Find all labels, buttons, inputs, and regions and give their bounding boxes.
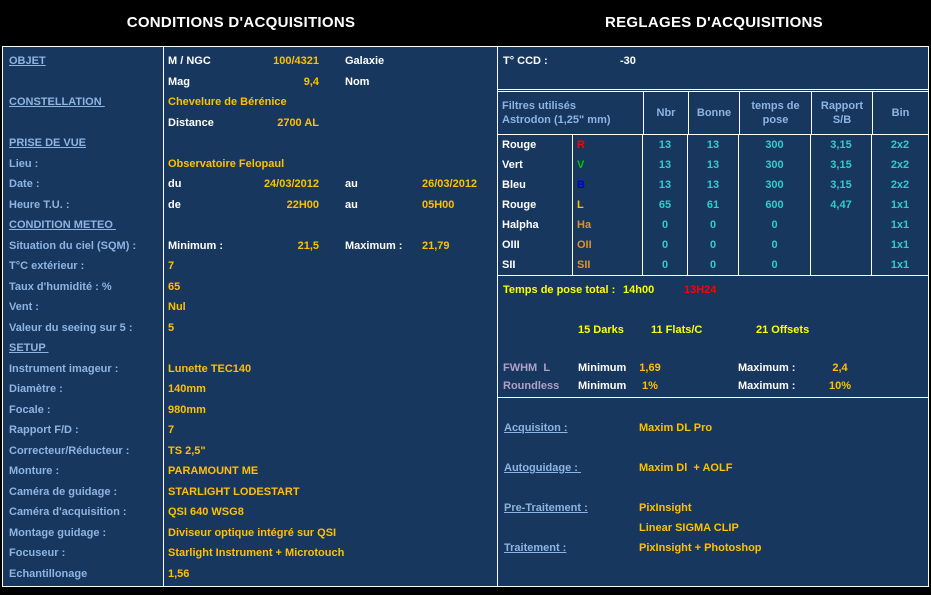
left-table-row (3, 482, 497, 503)
left-table-row (3, 400, 497, 421)
filter-name: Rouge (498, 135, 573, 155)
filter-temps-pose: 0 (739, 235, 811, 255)
row-value-cell: 7 (168, 424, 175, 437)
filter-rapport-sb (811, 215, 872, 235)
software-value: Maxim DL Pro (639, 422, 713, 434)
header-filters-line1: Filtres utilisés (502, 100, 576, 112)
filter-bonne: 61 (688, 195, 739, 215)
row-value-cell: STARLIGHT LODESTART (168, 485, 300, 498)
software-line (498, 518, 928, 538)
software-label: Autoguidage : (504, 462, 581, 474)
left-table-row (3, 236, 497, 257)
left-table-row (3, 215, 497, 236)
filter-rapport-sb (811, 255, 872, 275)
left-panel-title: CONDITIONS D'ACQUISITIONS (126, 14, 356, 31)
roundness-label: Roundless (503, 380, 560, 392)
filter-rapport-sb: 3,15 (811, 175, 872, 195)
row-values (164, 72, 497, 93)
row-label: Focale : (9, 403, 51, 416)
row-value-cell: 26/03/2012 (422, 178, 478, 191)
left-table-row (3, 543, 497, 564)
totals-block (498, 276, 928, 398)
filter-rapport-sb: 4,47 (811, 195, 872, 215)
row-label: Correcteur/Réducteur : (9, 444, 130, 457)
row-value-cell: QSI 640 WSG8 (168, 506, 244, 519)
row-value-cell: Nom (345, 75, 370, 88)
row-value-cell: 21,5 (297, 239, 319, 252)
software-value: PixInsight + Photoshop (639, 542, 762, 554)
software-value: Linear SIGMA CLIP (639, 522, 739, 534)
left-table-row (3, 441, 497, 462)
header-rapport-sb: Rapport S/B (812, 92, 873, 134)
filter-bin: 2x2 (890, 159, 910, 171)
left-table-row (3, 318, 497, 339)
row-value-cell: Minimum : (168, 239, 223, 252)
row-value-cell: au (345, 178, 358, 191)
row-value-cell: Diviseur optique intégré sur QSI (168, 526, 337, 539)
software-line (498, 418, 928, 438)
row-value-cell: 9,4 (303, 75, 319, 88)
filter-temps-pose: 0 (739, 215, 811, 235)
row-value-cell: 7 (168, 260, 175, 273)
reglages-panel (497, 46, 929, 587)
left-table-row (3, 379, 497, 400)
row-label: OBJET (9, 55, 46, 68)
row-label: Focuseur : (9, 547, 66, 560)
filter-bonne: 0 (688, 215, 739, 235)
filter-nbr: 13 (643, 135, 688, 155)
filter-letter: V (573, 155, 643, 175)
row-values (164, 133, 497, 154)
ccd-temp-value: -30 (620, 55, 636, 67)
row-value-cell: Mag (168, 75, 190, 88)
row-values (164, 297, 497, 318)
fwhm-max-value: 2,4 (832, 362, 848, 374)
left-table-row (3, 461, 497, 482)
row-value-cell: Galaxie (345, 55, 385, 68)
filter-name: SII (498, 255, 573, 275)
row-value-cell: 100/4321 (273, 55, 319, 68)
filter-letter: OII (573, 235, 643, 255)
filter-letter: B (573, 175, 643, 195)
row-value-cell: 21,79 (422, 239, 450, 252)
ccd-temp-label: T° CCD : (503, 55, 548, 67)
left-table-row (3, 359, 497, 380)
row-value-cell: Observatoire Felopaul (168, 157, 285, 170)
row-label: Valeur du seeing sur 5 : (9, 321, 133, 334)
header-filters (498, 92, 644, 134)
header-nbr: Nbr (644, 92, 689, 134)
filter-temps-pose: 300 (739, 155, 811, 175)
roundness-max-label: Maximum : (738, 380, 796, 392)
filter-temps-pose: 300 (739, 135, 811, 155)
filter-letter: R (573, 135, 643, 155)
left-table-row (3, 113, 497, 134)
software-label: Traitement : (504, 542, 567, 554)
fwhm-label: FWHM L (503, 362, 551, 374)
roundness-max-value: 10% (828, 380, 852, 392)
flats-count: 11 Flats/C (651, 324, 703, 336)
left-table-row (3, 174, 497, 195)
row-value-cell: 22H00 (286, 198, 319, 211)
row-label: Taux d'humidité : % (9, 280, 112, 293)
total-exposure-planned: 14h00 (623, 284, 655, 296)
software-value: Maxim Dl + AOLF (639, 462, 733, 474)
filter-temps-pose: 600 (739, 195, 811, 215)
software-line (498, 438, 928, 458)
row-value-cell: Maximum : (345, 239, 403, 252)
row-label: SETUP (9, 342, 49, 355)
row-value-cell: 24/03/2012 (263, 178, 319, 191)
row-values (164, 113, 497, 134)
roundness-row (498, 380, 928, 396)
row-value-cell: de (168, 198, 181, 211)
row-label: CONSTELLATION (9, 96, 105, 109)
filter-bin: 2x2 (890, 179, 910, 191)
filter-rapport-sb: 3,15 (811, 155, 872, 175)
filter-row (498, 215, 928, 235)
filter-nbr: 0 (643, 235, 688, 255)
header-temps-pose: temps de pose (740, 92, 812, 134)
fwhm-min-label: Minimum (578, 362, 627, 374)
row-values (164, 502, 497, 523)
left-table-row (3, 72, 497, 93)
offsets-count: 21 Offsets (756, 324, 810, 336)
left-table-row (3, 338, 497, 359)
software-value: PixInsight (639, 502, 692, 514)
row-value-cell: 05H00 (422, 198, 455, 211)
filter-letter: SII (573, 255, 643, 275)
row-values (164, 400, 497, 421)
row-values (164, 564, 497, 585)
row-label: PRISE DE VUE (9, 137, 87, 150)
software-line (498, 458, 928, 478)
darks-count: 15 Darks (578, 324, 624, 336)
fwhm-min-value: 1,69 (639, 362, 661, 374)
row-values (164, 195, 497, 216)
roundness-min-label: Minimum (578, 380, 627, 392)
row-values (164, 215, 497, 236)
row-value-cell: Nul (168, 301, 186, 314)
filter-name: Vert (498, 155, 573, 175)
row-values (164, 441, 497, 462)
row-value-cell: TS 2,5" (168, 444, 206, 457)
software-line (498, 538, 928, 558)
filter-name: Halpha (498, 215, 573, 235)
ccd-temperature-row (498, 47, 928, 90)
filter-row (498, 135, 928, 155)
total-exposure-label: Temps de pose total : (503, 284, 616, 296)
filter-bin: 1x1 (890, 239, 910, 251)
fwhm-row (498, 362, 928, 378)
filter-rapport-sb: 3,15 (811, 135, 872, 155)
row-values (164, 379, 497, 400)
row-label: Instrument imageur : (9, 362, 119, 375)
header-filters-line2: Astrodon (1,25" mm) (502, 114, 611, 126)
row-label: Montage guidage : (9, 526, 107, 539)
filter-nbr: 65 (643, 195, 688, 215)
filter-bonne: 0 (688, 235, 739, 255)
row-values (164, 51, 497, 72)
row-label: T°C extérieur : (9, 260, 85, 273)
row-value-cell: Lunette TEC140 (168, 362, 252, 375)
left-table-row (3, 502, 497, 523)
row-label: Date : (9, 178, 40, 191)
row-value-cell: PARAMOUNT ME (168, 465, 259, 478)
row-value-cell: du (168, 178, 182, 191)
row-label: Monture : (9, 465, 60, 478)
left-table-row (3, 256, 497, 277)
row-values (164, 174, 497, 195)
row-values (164, 523, 497, 544)
row-value-cell: 140mm (168, 383, 206, 396)
row-label: Caméra de guidage : (9, 485, 118, 498)
row-values (164, 277, 497, 298)
row-label: Rapport F/D : (9, 424, 79, 437)
row-values (164, 154, 497, 175)
left-table-row (3, 297, 497, 318)
filter-name: Bleu (498, 175, 573, 195)
filter-bin: 1x1 (890, 199, 910, 211)
row-label: Caméra d'acquisition : (9, 506, 127, 519)
software-label: Pre-Traitement : (504, 502, 588, 514)
row-values (164, 543, 497, 564)
left-table-row (3, 195, 497, 216)
software-label: Acquisiton : (504, 422, 568, 434)
filter-nbr: 13 (643, 175, 688, 195)
fwhm-max-label: Maximum : (738, 362, 796, 374)
row-values (164, 92, 497, 113)
row-value-cell: 2700 AL (277, 116, 319, 129)
filter-letter: L (573, 195, 643, 215)
filter-name: Rouge (498, 195, 573, 215)
filter-nbr: 13 (643, 155, 688, 175)
software-line (498, 498, 928, 518)
left-table-row (3, 92, 497, 113)
conditions-table (3, 47, 497, 586)
filters-table (498, 91, 928, 276)
row-values (164, 482, 497, 503)
row-value-cell: M / NGC (168, 55, 211, 68)
filter-bin: 2x2 (890, 139, 910, 151)
row-value-cell: 1,56 (168, 567, 190, 580)
filter-row (498, 195, 928, 215)
left-table-row (3, 277, 497, 298)
filter-row (498, 155, 928, 175)
row-value-cell: 65 (168, 280, 181, 293)
filters-table-header (498, 92, 928, 135)
filter-nbr: 0 (643, 255, 688, 275)
row-label: Vent : (9, 301, 39, 314)
row-values (164, 461, 497, 482)
row-values (164, 318, 497, 339)
filter-name: OIII (498, 235, 573, 255)
filter-row (498, 235, 928, 255)
left-table-row (3, 523, 497, 544)
filters-table-body (498, 135, 928, 275)
roundness-min-value: 1% (642, 380, 658, 392)
row-values (164, 236, 497, 257)
row-values (164, 420, 497, 441)
filter-bonne: 13 (688, 175, 739, 195)
left-table-row (3, 133, 497, 154)
row-values (164, 256, 497, 277)
filter-bonne: 13 (688, 135, 739, 155)
filter-rapport-sb (811, 235, 872, 255)
conditions-panel (2, 46, 498, 587)
row-value-cell: 5 (168, 321, 175, 334)
filter-bin: 1x1 (890, 259, 910, 271)
row-label: Diamètre : (9, 383, 63, 396)
row-value-cell: Chevelure de Bérénice (168, 96, 287, 109)
header-bonne: Bonne (689, 92, 740, 134)
total-exposure-actual: 13H24 (684, 284, 717, 296)
filter-temps-pose: 300 (739, 175, 811, 195)
filter-letter: Ha (573, 215, 643, 235)
row-values (164, 359, 497, 380)
filter-nbr: 0 (643, 215, 688, 235)
filter-row (498, 255, 928, 275)
row-value-cell: Distance (168, 116, 214, 129)
filter-temps-pose: 0 (739, 255, 811, 275)
left-table-row (3, 51, 497, 72)
filter-bonne: 13 (688, 155, 739, 175)
header-bin: Bin (891, 107, 910, 119)
row-label: Echantillonage (9, 567, 88, 580)
filter-row (498, 175, 928, 195)
left-table-row (3, 420, 497, 441)
row-label: Lieu : (9, 157, 39, 170)
filter-bonne: 0 (688, 255, 739, 275)
row-values (164, 338, 497, 359)
right-panel-title: REGLAGES D'ACQUISITIONS (605, 14, 823, 31)
software-line (498, 478, 928, 498)
row-value-cell: 980mm (168, 403, 206, 416)
left-table-row (3, 154, 497, 175)
row-label: CONDITION METEO (9, 219, 116, 232)
row-value-cell: Starlight Instrument + Microtouch (168, 547, 345, 560)
filter-bin: 1x1 (890, 219, 910, 231)
row-label: Situation du ciel (SQM) : (9, 239, 137, 252)
software-block (498, 398, 928, 586)
left-table-row (3, 564, 497, 585)
row-value-cell: au (345, 198, 358, 211)
row-label: Heure T.U. : (9, 198, 70, 211)
